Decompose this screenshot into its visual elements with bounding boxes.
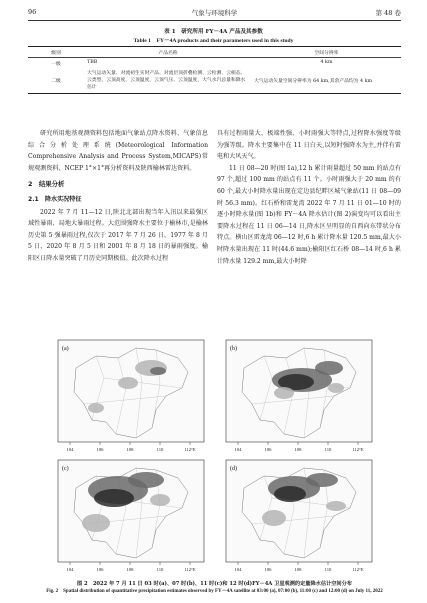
lon-tick-label: 108 (294, 567, 302, 572)
precipitation-area (306, 473, 338, 487)
precipitation-area (118, 377, 138, 389)
map-panel-d (224, 458, 374, 576)
lon-tick-label: 110 (324, 567, 332, 572)
journal-title: 气象与环境科学 (191, 9, 238, 17)
lon-tick-label: 110 (156, 567, 164, 572)
precipitation-map (224, 458, 374, 576)
precipitation-area (326, 501, 346, 511)
panel-label: (c) (62, 466, 69, 472)
figure-caption-cn: 图 2 2022 年 7 月 11 日 03 时(a)、07 时(b)、11 时(c)和 12 时(d)FY－4A 卫星观测的定量降水估计空间分布 (77, 581, 352, 587)
body-paragraph: 具有过程雨量大、极端性强、小时雨强大等特点,过程降水强度等级为强等级。降水主要集中在 11 日白天,以短时强降水为主,并伴有雷电和大风天气。 (217, 130, 401, 161)
table-cell-level: 二级 (51, 78, 61, 84)
table-header-row (28, 47, 401, 58)
precipitation-area (274, 486, 306, 502)
precipitation-map (56, 338, 206, 456)
lon-tick-label: 112°E (184, 567, 196, 572)
panel-label: (b) (230, 346, 237, 352)
lon-tick-label: 108 (126, 567, 134, 572)
table-row (28, 68, 401, 93)
lon-tick-label: 106 (264, 567, 272, 572)
lon-tick-label: 110 (156, 447, 164, 452)
products-table (28, 46, 401, 94)
panel-label: (d) (230, 466, 237, 472)
body-paragraph: 2022 年 7 月 11—12 日,陕北北部出现当年入汛以来最强区域性暴雨、局地大暴雨过程。大范围强降水主要位于榆林市,是榆林历史第 5 强暴雨过程,仅次于 2017 年 7 月 26 日、1977 年 8 月 5 日、2020 年 8 月 5 日和 2001 年 8 月 18 日的暴雨强度。榆阳区日降水量突破了月历史同期极值。此次降水过程 (28, 208, 208, 262)
map-frame (58, 460, 204, 562)
precipitation-map (224, 338, 374, 456)
figure-2 (56, 338, 376, 576)
table-cell-resolution: 4 km (320, 59, 333, 65)
body-column-left (28, 128, 208, 265)
table-caption-en: Table 1 FY－4A products and their parameters used in this study (133, 38, 294, 44)
precipitation-area (88, 403, 104, 413)
map-panel-b (224, 338, 374, 456)
lon-tick-label: 112°E (352, 447, 364, 452)
precipitation-area (315, 361, 343, 375)
precipitation-area (82, 514, 110, 532)
table-header-cell: 级别 (51, 50, 61, 56)
map-panel-c (56, 458, 206, 576)
table-header-cell: 产品名称 (158, 50, 178, 56)
lon-tick-label: 104 (234, 447, 242, 452)
precipitation-area (150, 367, 166, 375)
subsection-heading: 2.1 降水实况特征 (28, 195, 82, 203)
body-column-right (217, 128, 401, 267)
table-row (28, 58, 401, 68)
precipitation-area (150, 494, 170, 506)
running-head (28, 8, 401, 20)
page-number: 96 (28, 8, 37, 16)
header-rule (28, 20, 401, 21)
volume-label: 第 48 卷 (375, 9, 401, 17)
table-caption-cn: 表 1 研究所用 FY－4A 产品及其参数 (164, 29, 263, 35)
panel-label: (a) (62, 346, 69, 352)
section-heading: 2 结果分析 (28, 180, 65, 189)
map-frame (58, 340, 204, 442)
lon-tick-label: 108 (294, 447, 302, 452)
precipitation-map (56, 458, 206, 576)
precipitation-area (274, 387, 294, 399)
lon-tick-label: 104 (66, 567, 74, 572)
lon-tick-label: 112°E (184, 447, 196, 452)
table-cell-products: 大气运动矢量、对流初生实时产品、对流层顶折叠检测、云检测、云相态、云类型、云顶高度、云顶温度、云顶气压、云顶温度、大气水汽总量和降水估计 (87, 70, 246, 90)
figure-caption-en: Fig. 2 Spatial distribution of quantitative precipitation estimates observed by FY－4A satellite at 03:00 (a), 07:00 (b), 11:00 (c) and 12:00 (d) on July 11, 2022 (46, 589, 383, 594)
table-cell-resolution: 大气运动矢量空间分辨率为 64 km,其余产品均为 4 km (254, 78, 373, 84)
table-cell-products: TBB (87, 59, 98, 65)
lon-tick-label: 104 (66, 447, 74, 452)
body-paragraph: 11 日 08—20 时(图 1a),12 h 累计雨量超过 50 mm 的站点有 97 个,超过 100 mm 的站点有 11 个。小时雨强大于 20 mm 的有 60 个,最大小时降水量出现在定边县纪畔区城气象站(11 日 08—09 时 56.3 mm)。红石桥和雷龙湾 2022 年 7 月 11 日 01—10 时的逐小时降水量(图 1b)和 FY－4A 降水估计(图 2)演变均可以看出主要降水过程在 11 日 06—14 日,降水区呈明显的自西向东带状分布特点。横山区雷龙湾 06—12 时,6 h 累计降水量 120.5 mm,最大小时降水量出现在 11 时(44.6 mm);榆阳区红石桥 08—14 时,6 h 累计降水量 129.2 mm,最大小时降 (217, 164, 401, 265)
lon-tick-label: 110 (324, 447, 332, 452)
precipitation-area (94, 489, 134, 507)
precipitation-area (262, 510, 286, 526)
map-panel-a (56, 338, 206, 456)
lon-tick-label: 112°E (352, 567, 364, 572)
data-sources-paragraph: 研究所用地基观测资料包括地面气象站点降水资料、气象信息综合分析处理系统(Meteorological Information Comprehensive Analysis and Process System,MICAPS)常规观测资料、NCEP 1°×1°再分析资料及陕西榆林雷达资料。 (28, 130, 208, 172)
table-cell-level: 一级 (51, 61, 61, 67)
lon-tick-label: 106 (264, 447, 272, 452)
precipitation-area (128, 472, 164, 488)
precipitation-area (328, 383, 344, 393)
lon-tick-label: 106 (96, 567, 104, 572)
lon-tick-label: 108 (126, 447, 134, 452)
table-header-cell: 空间分辨率 (314, 50, 339, 56)
map-frame (226, 460, 372, 562)
lon-tick-label: 104 (234, 567, 242, 572)
lon-tick-label: 106 (96, 447, 104, 452)
